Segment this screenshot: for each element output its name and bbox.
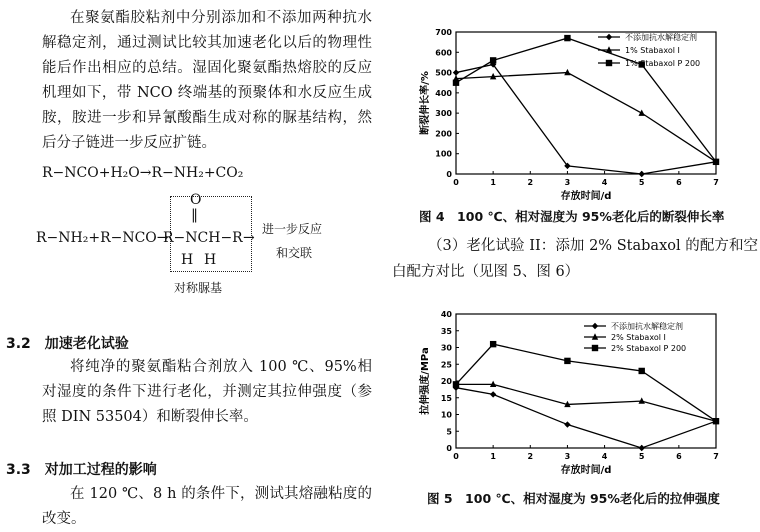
data-point xyxy=(453,381,459,387)
data-point xyxy=(453,80,459,86)
series-line xyxy=(456,64,716,174)
legend-label: 1% Stabaxol I xyxy=(625,46,680,55)
legend-marker xyxy=(606,34,612,40)
data-point xyxy=(639,368,645,374)
eq2-hydrogen-2: H xyxy=(204,252,217,268)
x-tick-label: 1 xyxy=(490,178,496,187)
series-line xyxy=(456,38,716,162)
x-tick-label: 7 xyxy=(713,452,719,461)
y-axis-label: 断裂伸长率/% xyxy=(420,71,431,135)
plot-frame xyxy=(456,314,716,448)
x-tick-label: 1 xyxy=(490,452,496,461)
data-point xyxy=(490,57,496,63)
y-tick-label: 5 xyxy=(446,427,452,437)
y-tick-label: 600 xyxy=(435,48,452,58)
figure-5-chart xyxy=(404,304,744,482)
eq2-crosslink: 和交联 xyxy=(276,246,313,260)
y-tick-label: 30 xyxy=(440,343,452,353)
y-tick-label: 15 xyxy=(440,393,452,403)
figure-4-chart xyxy=(404,4,744,204)
x-axis-label: 存放时间/d xyxy=(560,191,612,202)
reaction-equation-2-left: R−NH₂+R−NCO→ xyxy=(36,230,169,246)
x-tick-label: 3 xyxy=(564,178,571,187)
y-axis-label: 拉伸强度/MPa xyxy=(420,347,431,415)
x-tick-label: 0 xyxy=(453,452,459,461)
legend-label: 1% Stabaxol P 200 xyxy=(625,59,701,68)
x-tick-label: 2 xyxy=(527,452,534,461)
data-point xyxy=(564,35,570,41)
eq2-arrow: → xyxy=(243,230,255,246)
x-tick-label: 7 xyxy=(713,178,719,187)
x-axis-label: 存放时间/d xyxy=(560,465,612,476)
series-line xyxy=(456,384,716,421)
series-line xyxy=(456,73,716,162)
x-tick-label: 5 xyxy=(638,452,645,461)
x-tick-label: 6 xyxy=(676,452,682,461)
section-3-2-heading: 3.2 加速老化试验 xyxy=(6,336,129,352)
x-tick-label: 4 xyxy=(601,452,608,461)
x-tick-label: 6 xyxy=(676,178,682,187)
y-tick-label: 100 xyxy=(435,149,452,159)
x-tick-label: 5 xyxy=(638,178,645,187)
figure-5-caption: 图 5 100 ℃、相对湿度为 95%老化后的拉伸强度 xyxy=(427,491,720,506)
y-tick-label: 20 xyxy=(440,377,452,386)
eq2-oxygen: O xyxy=(190,192,202,208)
data-point xyxy=(490,341,496,347)
y-tick-label: 700 xyxy=(435,28,452,37)
data-point xyxy=(639,445,645,451)
x-tick-label: 4 xyxy=(601,178,608,187)
intro-paragraph: 在聚氨酯胶粘剂中分别添加和不添加两种抗水解稳定剂，通过测试比较其加速老化以后的物理性能后作出相应的总结。湿固化聚氨酯热熔胶的反应机理如下，带 NCO 终端基的预聚体和水反应生成胺，胺进一步和异氰酸酯生成对称的脲基结构，然后分子链进一步反应扩链。 xyxy=(42,10,372,151)
y-tick-label: 300 xyxy=(435,109,452,119)
legend-label: 不添加抗水解稳定剂 xyxy=(611,322,683,331)
y-tick-label: 400 xyxy=(435,88,452,98)
legend-marker xyxy=(592,323,598,329)
data-point xyxy=(713,159,719,165)
section-3-2-paragraph: 将纯净的聚氨酯粘合剂放入 100 ℃、95%相对湿度的条件下进行老化，并测定其拉伸强度（参照 DIN 53504）和断裂伸长率。 xyxy=(42,359,372,425)
legend-marker xyxy=(606,60,612,66)
legend-label: 2% Stabaxol I xyxy=(611,333,666,342)
legend-marker xyxy=(592,345,598,351)
x-tick-label: 3 xyxy=(564,452,571,461)
data-point xyxy=(639,171,645,177)
y-tick-label: 40 xyxy=(440,310,452,319)
data-point xyxy=(453,69,459,75)
series-line xyxy=(456,344,716,421)
eq2-caption: 对称脲基 xyxy=(174,281,223,295)
eq2-double-bond: ‖ xyxy=(191,207,198,223)
y-tick-label: 10 xyxy=(440,410,452,420)
y-tick-label: 25 xyxy=(440,360,452,370)
section-3-3-paragraph: 在 120 ℃、8 h 的条件下，测试其熔融粘度的改变。 xyxy=(42,486,372,527)
legend-label: 2% Stabaxol P 200 xyxy=(611,344,687,353)
x-tick-label: 0 xyxy=(453,178,459,187)
eq2-hydrogen-1: H xyxy=(181,252,194,268)
eq2-further-reaction: 进一步反应 xyxy=(262,222,323,236)
y-tick-label: 0 xyxy=(446,170,452,179)
aging-test-2-paragraph: （3）老化试验 II：添加 2% Stabaxol 的配方和空白配方对比（见图 5、图 6） xyxy=(392,238,758,280)
y-tick-label: 200 xyxy=(435,129,452,139)
data-point xyxy=(564,421,570,427)
data-point xyxy=(713,418,719,424)
y-tick-label: 0 xyxy=(446,444,452,453)
y-tick-label: 35 xyxy=(440,326,452,336)
reaction-equation-1: R−NCO+H₂O→R−NH₂+CO₂ xyxy=(42,165,244,181)
section-3-3-heading: 3.3 对加工过程的影响 xyxy=(6,462,157,478)
y-tick-label: 500 xyxy=(435,68,452,78)
data-point xyxy=(490,391,496,397)
series-line xyxy=(456,388,716,448)
legend-label: 不添加抗水解稳定剂 xyxy=(625,33,697,42)
data-point xyxy=(564,358,570,364)
figure-4-caption: 图 4 100 ℃、相对湿度为 95%老化后的断裂伸长率 xyxy=(419,209,725,224)
reaction-equation-2-mid: R−NCH−R xyxy=(163,230,243,246)
x-tick-label: 2 xyxy=(527,178,534,187)
